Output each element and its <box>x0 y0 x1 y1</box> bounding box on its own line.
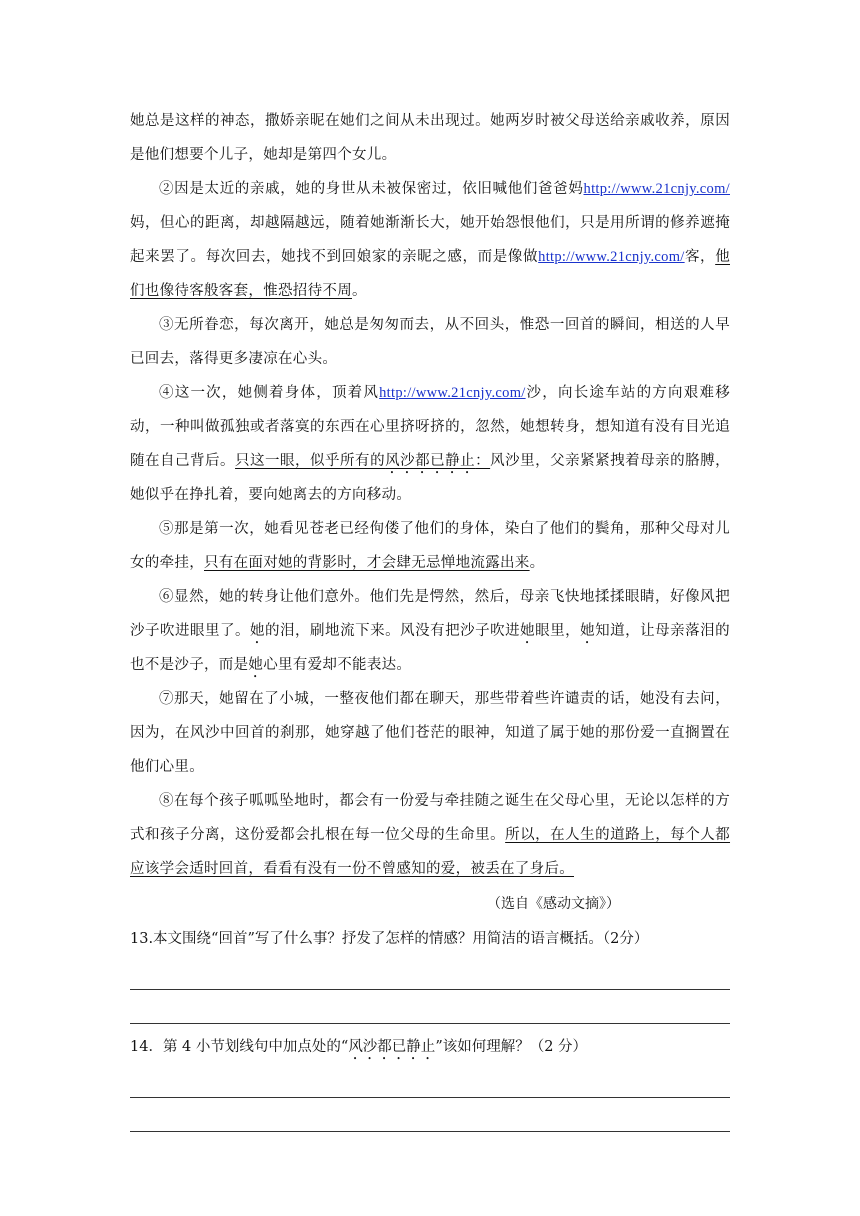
underlined-text: 只这一眼，似乎所有的 <box>235 453 386 469</box>
paragraph-text: ②因是太近的亲戚，她的身世从未被保密过，依旧喊他们爸爸妈 <box>159 181 584 197</box>
question-14 <box>130 1030 730 1064</box>
paragraph-text: ⑥显然，她的转身让他们意外。他们先是愕然，然后，母亲飞快地揉揉眼睛，好像风把沙子吹进眼里了。 <box>130 589 730 639</box>
source-citation: （选自《感动文摘》） <box>487 896 620 912</box>
question-13: 13.本文围绕“回首”写了什么事？抒发了怎样的情感？用简洁的语言概括。（2分） <box>130 931 649 947</box>
underlined-sentence <box>235 453 490 469</box>
paragraph-text: 的泪，刷地流下来。风没有把沙子吹进 <box>265 623 521 639</box>
underlined-sentence: 他们也像待客般客套，惟恐招待不周 <box>130 249 730 299</box>
underlined-sentence: 只有在面对她的背影时，才会肆无忌惮地流露出来 <box>204 555 530 571</box>
dotted-text: 她 <box>250 623 266 639</box>
question-text: ”该如何理解？（2 分） <box>435 1039 588 1055</box>
hyperlink[interactable]: http://www.21cnjy.com/ <box>583 181 730 197</box>
paragraph-7 <box>130 682 730 784</box>
dotted-text: 风沙都已静止 <box>385 453 476 469</box>
paragraph-text: 沙，向长途车站的方向艰难移动，一种叫做孤独或者落寞的东西在心里挤呀挤的，忽然，她想转身，想知道有没有目光追随在自己背后。 <box>130 385 731 469</box>
underlined-text: ： <box>475 453 491 469</box>
underlined-sentence: 所以，在人生的道路上，每个人都应该学会适时回首，看看有没有一份不曾感知的爱，被丢在了身后。 <box>130 827 731 877</box>
paragraph-text: 心里有爱却不能表达。 <box>263 657 412 673</box>
paragraph-text: ④这一次，她侧着身体，顶着风 <box>159 385 380 401</box>
paragraph-text: 。 <box>352 283 367 299</box>
paragraph-text: ⑦那天，她留在了小城，一整夜他们都在聊天，那些带着些许谴责的话，她没有去问，因为，在风沙中回首的刹那，她穿越了他们苍茫的眼神，知道了属于她的那份爱一直搁置在他们心里。 <box>130 691 730 775</box>
answer-line[interactable] <box>130 956 730 990</box>
paragraph-text: ⑤那是第一次，她看见苍老已经佝偻了他们的身体，染白了他们的鬓角，那种父母对儿女的牵挂， <box>130 521 730 571</box>
paragraph-text: 。 <box>529 555 545 571</box>
dotted-text: 她 <box>520 623 536 639</box>
paragraph-text: ⑧在每个孩子呱呱坠地时，都会有一份爱与牵挂随之诞生在父母心里，无论以怎样的方式和孩子分离，这份爱都会扎根在每一位父母的生命里。 <box>130 793 730 843</box>
hyperlink[interactable]: http://www.21cnjy.com/ <box>538 249 685 265</box>
paragraph-text: 她总是这样的神态，撒娇亲昵在她们之间从未出现过。她两岁时被父母送给亲戚收养，原因是他们想要个儿子，她却是第四个女儿。 <box>130 113 730 163</box>
question-text: 14．第 4 小节划线句中加点处的“ <box>130 1039 349 1055</box>
answer-line[interactable] <box>130 1098 730 1132</box>
paragraph-2 <box>130 172 730 308</box>
paragraph-4 <box>130 376 730 512</box>
paragraph-1 <box>130 104 730 172</box>
dotted-text: 她 <box>248 657 264 673</box>
paragraph-text: 知道，让母亲落泪的也不是沙子，而是 <box>130 623 730 673</box>
paragraph-text: ③无所眷恋，每次离开，她总是匆匆而去，从不回头，惟恐一回首的瞬间，相送的人早已回去，落得更多凄凉在心头。 <box>130 317 730 367</box>
paragraph-text: 风沙里，父亲紧紧拽着母亲的胳膊，她似乎在挣扎着，要向她离去的方向移动。 <box>130 453 730 503</box>
paragraph-8 <box>130 784 730 886</box>
paragraph-5 <box>130 512 730 580</box>
paragraph-text: 客， <box>684 249 716 265</box>
dotted-text: 她 <box>580 623 596 639</box>
dotted-text: 风沙都已静止 <box>348 1039 436 1055</box>
hyperlink[interactable]: http://www.21cnjy.com/ <box>379 385 526 401</box>
answer-line[interactable] <box>130 990 730 1024</box>
paragraph-text: 妈，但心的距离，却越隔越远，随着她渐渐长大，她开始怨恨他们，只是用所谓的修养遮掩起来罢了。每次回去，她找不到回娘家的亲昵之感，而是像做 <box>130 215 730 265</box>
paragraph-6 <box>130 580 730 682</box>
document-page <box>130 104 730 1132</box>
paragraph-text: 眼里， <box>535 623 581 639</box>
answer-line[interactable] <box>130 1064 730 1098</box>
paragraph-3 <box>130 308 730 376</box>
